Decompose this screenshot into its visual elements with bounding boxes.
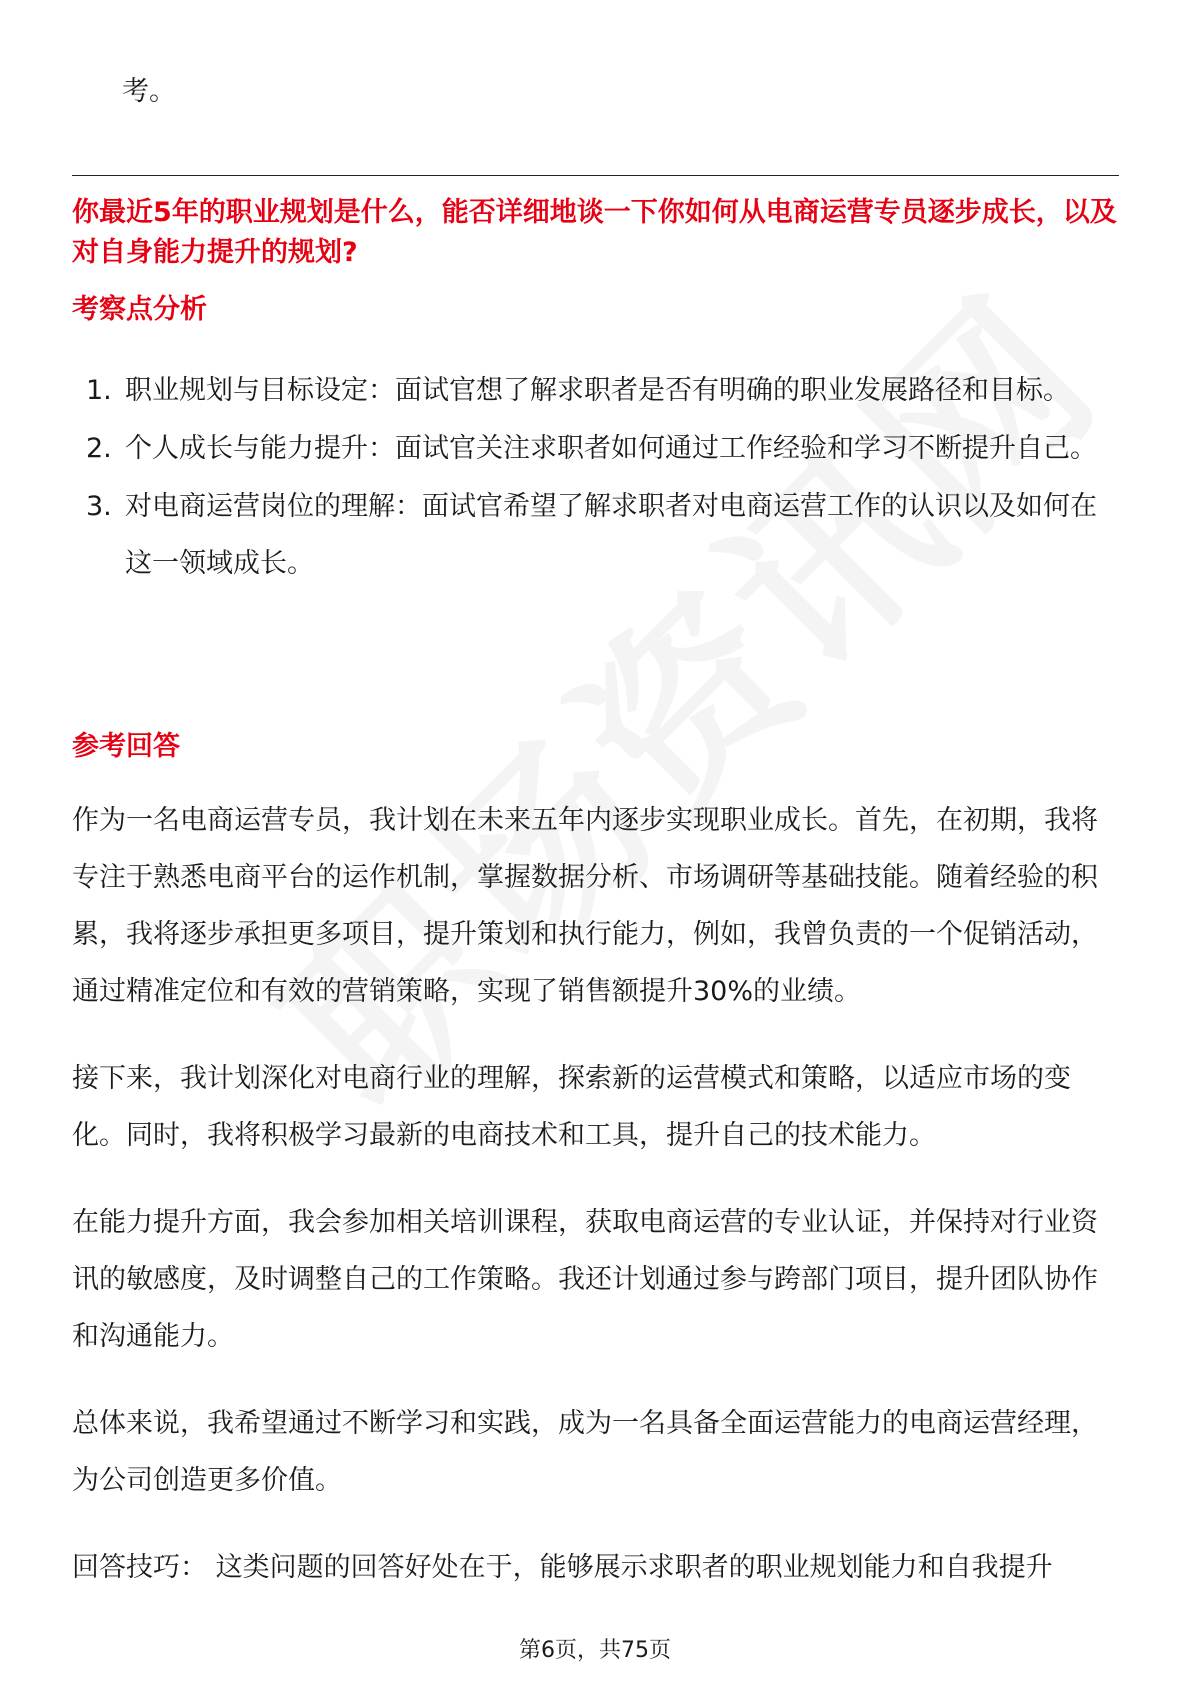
analysis-points — [72, 362, 1122, 593]
list-item-text: 职业规划与目标设定：面试官想了解求职者是否有明确的职业发展路径和目标。 — [125, 375, 1070, 406]
continuation-text: 考。 — [122, 76, 176, 107]
list-item — [72, 420, 1122, 477]
answer-paragraph: 在能力提升方面，我会参加相关培训课程，获取电商运营的专业认证，并保持对行业资讯的敏感度，及时调整自己的工作策略。我还计划通过参与跨部门项目，提升团队协作和沟通能力。 — [72, 1207, 1098, 1352]
list-item-text: 个人成长与能力提升：面试官关注求职者如何通过工作经验和学习不断提升自己。 — [125, 433, 1097, 464]
answer-paragraph: 接下来，我计划深化对电商行业的理解，探索新的运营模式和策略，以适应市场的变化。同时，我将积极学习最新的电商技术和工具，提升自己的技术能力。 — [72, 1063, 1071, 1151]
list-item — [72, 362, 1122, 419]
answer-paragraph: 总体来说，我希望通过不断学习和实践，成为一名具备全面运营能力的电商运营经理，为公司创造更多价值。 — [72, 1408, 1098, 1496]
section-divider — [72, 175, 1119, 176]
analysis-heading: 考察点分析 — [72, 294, 207, 325]
page-number: 第6页，共75页 — [519, 1638, 671, 1663]
list-item-number: 1. — [86, 375, 112, 406]
answer-paragraph: 作为一名电商运营专员，我计划在未来五年内逐步实现职业成长。首先，在初期，我将专注于熟悉电商平台的运作机制，掌握数据分析、市场调研等基础技能。随着经验的积累，我将逐步承担更多项目，提升策划和执行能力，例如，我曾负责的一个促销活动，通过精准定位和有效的营销策略，实现了销售额提升30%的业绩。 — [72, 805, 1098, 1007]
list-item — [72, 478, 1122, 592]
answer-tips-paragraph: 回答技巧： 这类问题的回答好处在于，能够展示求职者的职业规划能力和自我提升 — [72, 1552, 1053, 1583]
list-item-text: 对电商运营岗位的理解：面试官希望了解求职者对电商运营工作的认识以及如何在这一领域成长。 — [125, 491, 1097, 579]
answer-heading: 参考回答 — [72, 731, 180, 762]
question-title: 你最近5年的职业规划是什么，能否详细地谈一下你如何从电商运营专员逐步成长，以及对自身能力提升的规划? — [72, 197, 1117, 268]
list-item-number: 3. — [86, 491, 112, 522]
list-item-number: 2. — [86, 433, 112, 464]
